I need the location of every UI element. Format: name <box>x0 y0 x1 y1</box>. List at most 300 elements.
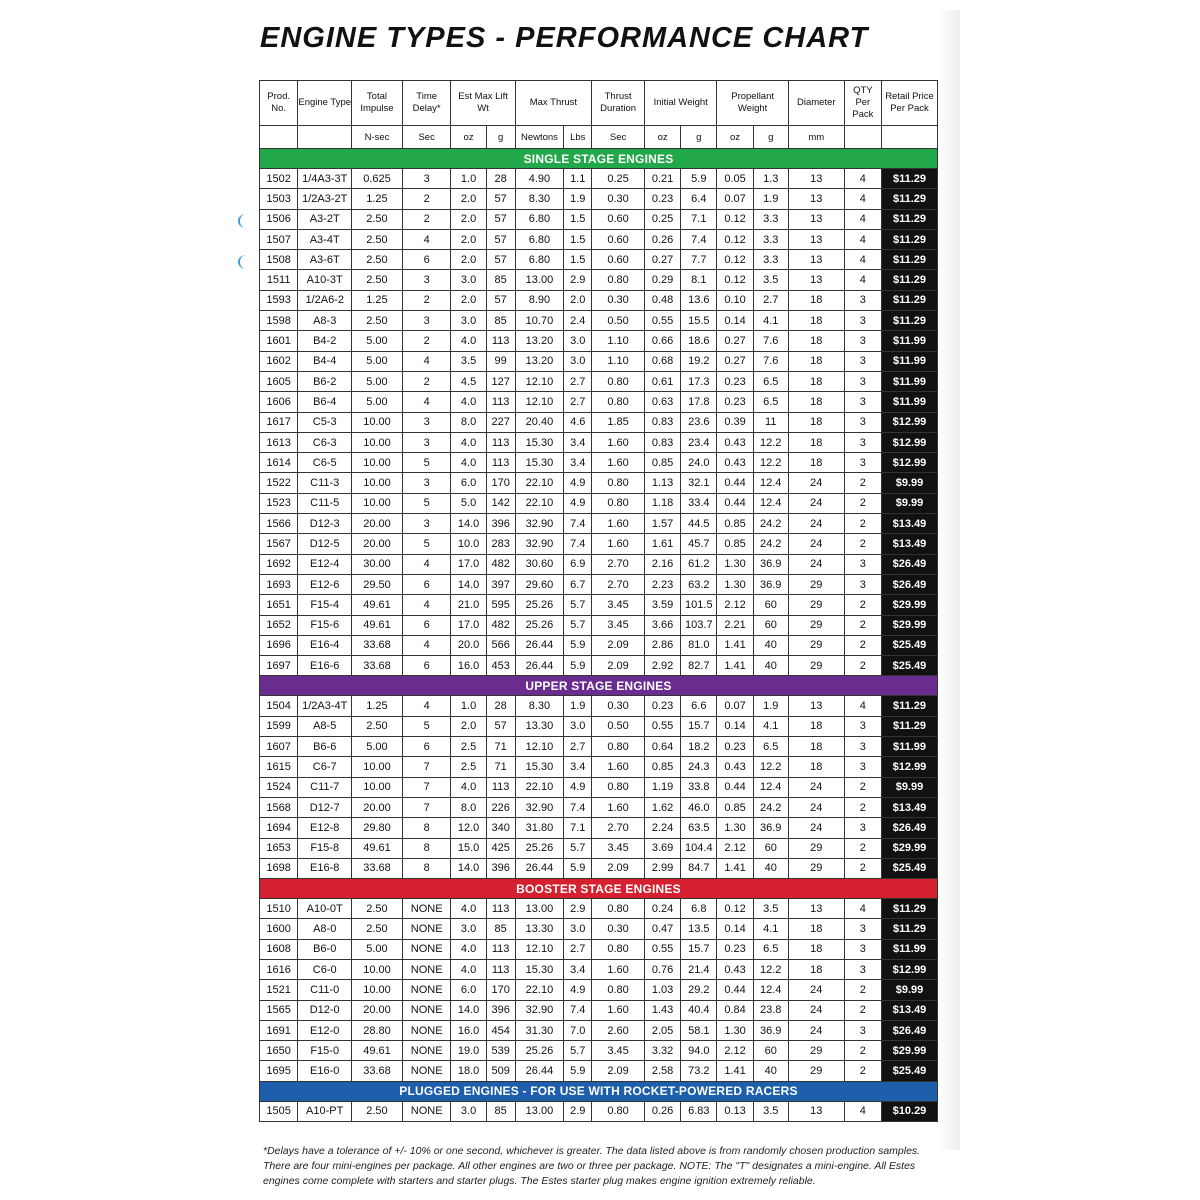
header-max-thrust: Max Thrust <box>515 81 592 126</box>
table-cell: 20.00 <box>352 797 403 817</box>
table-cell: 0.76 <box>644 959 680 979</box>
table-cell: 104.4 <box>681 838 717 858</box>
table-cell: 3 <box>402 169 451 189</box>
table-cell: 2.0 <box>564 290 592 310</box>
price-cell: $13.49 <box>881 514 937 534</box>
price-cell: $9.99 <box>881 493 937 513</box>
table-cell: 454 <box>486 1020 515 1040</box>
price-cell: $12.99 <box>881 757 937 777</box>
table-cell: 113 <box>486 392 515 412</box>
table-cell: 5.7 <box>564 595 592 615</box>
table-cell: 0.85 <box>717 797 753 817</box>
table-row <box>260 371 938 391</box>
table-cell: 85 <box>486 311 515 331</box>
table-cell: 4 <box>844 169 881 189</box>
table-cell: 142 <box>486 493 515 513</box>
table-cell: 2.70 <box>592 574 645 594</box>
table-cell: 0.66 <box>644 331 680 351</box>
table-row <box>260 514 938 534</box>
unit-cell: Newtons <box>515 126 564 149</box>
table-cell: 1599 <box>260 716 298 736</box>
table-cell: 85 <box>486 270 515 290</box>
price-cell: $9.99 <box>881 777 937 797</box>
table-cell: 13 <box>788 899 844 919</box>
table-cell: 29 <box>788 1041 844 1061</box>
table-cell: 2 <box>844 1061 881 1081</box>
table-cell: 2.7 <box>564 371 592 391</box>
table-row <box>260 635 938 655</box>
table-cell: 7 <box>402 777 451 797</box>
table-cell: 0.12 <box>717 899 753 919</box>
table-cell: 1600 <box>260 919 298 939</box>
table-cell: 1/2A6-2 <box>298 290 352 310</box>
table-cell: 170 <box>486 473 515 493</box>
table-cell: 5.00 <box>352 351 403 371</box>
table-cell: 0.83 <box>644 432 680 452</box>
table-cell: 3.5 <box>753 1101 788 1121</box>
unit-cell: Lbs <box>564 126 592 149</box>
section-title: UPPER STAGE ENGINES <box>260 676 938 696</box>
table-row <box>260 1020 938 1040</box>
table-cell: 10.70 <box>515 311 564 331</box>
table-cell: F15-8 <box>298 838 352 858</box>
table-cell: 30.60 <box>515 554 564 574</box>
table-cell: 6.7 <box>564 574 592 594</box>
table-cell: 8.30 <box>515 696 564 716</box>
table-cell: 18 <box>788 412 844 432</box>
table-cell: 12.0 <box>451 818 486 838</box>
table-cell: 0.55 <box>644 716 680 736</box>
table-cell: 2.58 <box>644 1061 680 1081</box>
table-cell: 4 <box>402 392 451 412</box>
table-cell: 22.10 <box>515 777 564 797</box>
table-cell: 4.1 <box>753 919 788 939</box>
table-cell: 1.0 <box>451 169 486 189</box>
unit-cell <box>844 126 881 149</box>
table-cell: 4 <box>844 209 881 229</box>
table-cell: 71 <box>486 757 515 777</box>
table-cell: 0.43 <box>717 959 753 979</box>
table-cell: 6.5 <box>753 737 788 757</box>
section-title: PLUGGED ENGINES - FOR USE WITH ROCKET-POWERED RACERS <box>260 1081 938 1101</box>
table-cell: 3 <box>844 371 881 391</box>
table-cell: 0.27 <box>644 250 680 270</box>
table-cell: 7.7 <box>681 250 717 270</box>
table-cell: C6-5 <box>298 453 352 473</box>
table-cell: 0.14 <box>717 311 753 331</box>
table-row <box>260 757 938 777</box>
table-cell: 14.0 <box>451 858 486 878</box>
table-cell: 2.12 <box>717 1041 753 1061</box>
table-cell: 509 <box>486 1061 515 1081</box>
table-cell: 3 <box>402 311 451 331</box>
table-cell: C6-3 <box>298 432 352 452</box>
table-cell: 0.60 <box>592 250 645 270</box>
table-cell: 14.0 <box>451 1000 486 1020</box>
table-cell: 13 <box>788 1101 844 1121</box>
table-cell: 44.5 <box>681 514 717 534</box>
table-cell: 26.44 <box>515 656 564 676</box>
table-cell: 15.0 <box>451 838 486 858</box>
table-cell: 10.00 <box>352 432 403 452</box>
table-row <box>260 980 938 1000</box>
table-cell: 18 <box>788 716 844 736</box>
table-cell: 18.6 <box>681 331 717 351</box>
table-cell: 0.23 <box>717 737 753 757</box>
table-cell: 60 <box>753 595 788 615</box>
table-cell: 0.80 <box>592 777 645 797</box>
table-cell: 33.4 <box>681 493 717 513</box>
table-cell: B6-0 <box>298 939 352 959</box>
table-cell: 13.5 <box>681 919 717 939</box>
table-cell: A10-3T <box>298 270 352 290</box>
table-row <box>260 737 938 757</box>
table-cell: 1523 <box>260 493 298 513</box>
table-cell: 24 <box>788 493 844 513</box>
table-cell: 20.00 <box>352 514 403 534</box>
table-cell: 57 <box>486 290 515 310</box>
table-cell: 7.4 <box>564 1000 592 1020</box>
table-cell: 3 <box>402 473 451 493</box>
table-cell: 4.9 <box>564 777 592 797</box>
table-cell: C11-7 <box>298 777 352 797</box>
table-cell: 3 <box>844 554 881 574</box>
table-cell: 32.1 <box>681 473 717 493</box>
price-cell: $12.99 <box>881 453 937 473</box>
price-cell: $11.99 <box>881 737 937 757</box>
table-row <box>260 311 938 331</box>
table-cell: 19.0 <box>451 1041 486 1061</box>
table-cell: 49.61 <box>352 1041 403 1061</box>
unit-cell: oz <box>451 126 486 149</box>
table-cell: 4.90 <box>515 169 564 189</box>
table-cell: 60 <box>753 615 788 635</box>
table-cell: 1.60 <box>592 432 645 452</box>
table-cell: 0.50 <box>592 311 645 331</box>
table-cell: 3 <box>844 818 881 838</box>
table-cell: 13 <box>788 270 844 290</box>
table-cell: 4.0 <box>451 432 486 452</box>
table-cell: 1511 <box>260 270 298 290</box>
price-cell: $13.49 <box>881 534 937 554</box>
unit-cell: N-sec <box>352 126 403 149</box>
table-cell: 7.6 <box>753 351 788 371</box>
table-row <box>260 959 938 979</box>
table-cell: 1617 <box>260 412 298 432</box>
table-cell: 45.7 <box>681 534 717 554</box>
table-cell: 2 <box>844 473 881 493</box>
table-cell: 24.0 <box>681 453 717 473</box>
table-cell: 5.9 <box>681 169 717 189</box>
price-cell: $11.29 <box>881 919 937 939</box>
table-cell: 57 <box>486 716 515 736</box>
table-cell: 4 <box>844 696 881 716</box>
table-row <box>260 858 938 878</box>
table-row <box>260 1101 938 1121</box>
table-cell: 5.9 <box>564 858 592 878</box>
table-cell: 23.6 <box>681 412 717 432</box>
table-cell: E12-8 <box>298 818 352 838</box>
table-row <box>260 595 938 615</box>
price-cell: $9.99 <box>881 473 937 493</box>
table-cell: 0.61 <box>644 371 680 391</box>
table-cell: 28 <box>486 696 515 716</box>
table-row <box>260 432 938 452</box>
table-cell: 0.23 <box>717 939 753 959</box>
table-cell: 0.85 <box>644 453 680 473</box>
table-cell: 0.23 <box>644 189 680 209</box>
table-cell: 8.0 <box>451 412 486 432</box>
table-cell: 5.7 <box>564 615 592 635</box>
table-cell: C11-3 <box>298 473 352 493</box>
table-cell: 2 <box>402 209 451 229</box>
table-cell: 283 <box>486 534 515 554</box>
table-cell: 24 <box>788 514 844 534</box>
table-cell: 2 <box>844 838 881 858</box>
table-cell: 0.07 <box>717 189 753 209</box>
table-cell: 4 <box>402 229 451 249</box>
price-cell: $25.49 <box>881 656 937 676</box>
table-cell: 1614 <box>260 453 298 473</box>
table-cell: 1.41 <box>717 1061 753 1081</box>
table-cell: 2.12 <box>717 595 753 615</box>
table-row <box>260 716 938 736</box>
table-cell: 6.0 <box>451 980 486 1000</box>
table-cell: 2.24 <box>644 818 680 838</box>
table-row <box>260 777 938 797</box>
table-cell: 1.60 <box>592 514 645 534</box>
table-cell: 28.80 <box>352 1020 403 1040</box>
table-cell: F15-6 <box>298 615 352 635</box>
table-cell: 4.0 <box>451 453 486 473</box>
table-cell: 49.61 <box>352 615 403 635</box>
table-cell: C5-3 <box>298 412 352 432</box>
table-cell: 113 <box>486 777 515 797</box>
table-cell: 33.68 <box>352 1061 403 1081</box>
table-cell: 340 <box>486 818 515 838</box>
unit-cell: mm <box>788 126 844 149</box>
table-row <box>260 209 938 229</box>
table-cell: 2.50 <box>352 919 403 939</box>
table-cell: 6.9 <box>564 554 592 574</box>
table-cell: 4.1 <box>753 716 788 736</box>
table-row <box>260 899 938 919</box>
table-cell: 2.9 <box>564 1101 592 1121</box>
table-cell: 3.3 <box>753 229 788 249</box>
table-cell: C6-7 <box>298 757 352 777</box>
table-cell: 5.7 <box>564 838 592 858</box>
table-cell: 63.5 <box>681 818 717 838</box>
table-cell: 6.80 <box>515 250 564 270</box>
table-cell: 1.0 <box>451 696 486 716</box>
unit-cell: g <box>681 126 717 149</box>
table-cell: 3 <box>844 412 881 432</box>
table-cell: 1601 <box>260 331 298 351</box>
price-cell: $11.29 <box>881 311 937 331</box>
table-cell: 22.10 <box>515 980 564 1000</box>
table-cell: 2.0 <box>451 209 486 229</box>
table-cell: B6-6 <box>298 737 352 757</box>
table-cell: D12-3 <box>298 514 352 534</box>
table-cell: 1566 <box>260 514 298 534</box>
table-cell: 0.12 <box>717 209 753 229</box>
table-cell: 1691 <box>260 1020 298 1040</box>
table-cell: 0.43 <box>717 432 753 452</box>
table-row <box>260 250 938 270</box>
table-cell: 3 <box>844 392 881 412</box>
header-initial-weight: Initial Weight <box>644 81 716 126</box>
table-cell: 3 <box>844 311 881 331</box>
table-cell: 2.9 <box>564 270 592 290</box>
table-cell: 18 <box>788 311 844 331</box>
price-cell: $11.99 <box>881 392 937 412</box>
table-cell: 17.8 <box>681 392 717 412</box>
table-cell: 1.1 <box>564 169 592 189</box>
table-cell: 6 <box>402 250 451 270</box>
price-cell: $11.29 <box>881 270 937 290</box>
table-cell: 13 <box>788 169 844 189</box>
table-cell: 6 <box>402 615 451 635</box>
table-cell: 2.09 <box>592 635 645 655</box>
price-cell: $11.99 <box>881 939 937 959</box>
table-cell: 13 <box>788 229 844 249</box>
price-cell: $11.29 <box>881 250 937 270</box>
table-cell: 1.30 <box>717 554 753 574</box>
table-cell: 2 <box>402 290 451 310</box>
table-cell: 2 <box>844 595 881 615</box>
table-cell: 3 <box>402 412 451 432</box>
table-cell: 18.2 <box>681 737 717 757</box>
table-cell: 24 <box>788 473 844 493</box>
table-cell: D12-7 <box>298 797 352 817</box>
table-cell: 71 <box>486 737 515 757</box>
table-cell: 29.2 <box>681 980 717 1000</box>
table-row <box>260 838 938 858</box>
table-cell: 2.92 <box>644 656 680 676</box>
table-cell: 2.09 <box>592 1061 645 1081</box>
table-cell: 2.16 <box>644 554 680 574</box>
table-row <box>260 554 938 574</box>
table-cell: 8.1 <box>681 270 717 290</box>
table-cell: 73.2 <box>681 1061 717 1081</box>
table-cell: 5.9 <box>564 1061 592 1081</box>
table-cell: 3.0 <box>564 351 592 371</box>
table-cell: 0.625 <box>352 169 403 189</box>
units-row <box>260 126 938 149</box>
table-cell: 1.5 <box>564 209 592 229</box>
table-cell: 7.4 <box>564 797 592 817</box>
table-cell: 1.41 <box>717 656 753 676</box>
table-cell: 3.45 <box>592 838 645 858</box>
table-cell: 24 <box>788 534 844 554</box>
table-cell: 8.30 <box>515 189 564 209</box>
header-lift-weight: Est Max Lift Wt <box>451 81 515 126</box>
table-cell: 32.90 <box>515 1000 564 1020</box>
table-cell: 12.2 <box>753 453 788 473</box>
table-cell: 1524 <box>260 777 298 797</box>
section-title: BOOSTER STAGE ENGINES <box>260 879 938 899</box>
table-body <box>260 149 938 1122</box>
table-cell: C6-0 <box>298 959 352 979</box>
table-cell: A3-4T <box>298 229 352 249</box>
table-cell: 18 <box>788 371 844 391</box>
table-cell: 29.60 <box>515 574 564 594</box>
table-cell: 4.0 <box>451 331 486 351</box>
table-cell: 0.44 <box>717 777 753 797</box>
table-cell: 7.0 <box>564 1020 592 1040</box>
table-cell: 5.00 <box>352 392 403 412</box>
table-cell: B4-2 <box>298 331 352 351</box>
table-cell: 2.0 <box>451 250 486 270</box>
table-row <box>260 493 938 513</box>
table-cell: 15.7 <box>681 939 717 959</box>
table-cell: 397 <box>486 574 515 594</box>
table-cell: 482 <box>486 615 515 635</box>
table-cell: NONE <box>402 980 451 1000</box>
table-cell: 1.30 <box>717 1020 753 1040</box>
header-diameter: Diameter <box>788 81 844 126</box>
table-cell: 3.5 <box>753 270 788 290</box>
table-cell: 0.26 <box>644 229 680 249</box>
table-cell: 566 <box>486 635 515 655</box>
table-cell: 24 <box>788 980 844 1000</box>
price-cell: $11.29 <box>881 899 937 919</box>
table-cell: 0.12 <box>717 250 753 270</box>
table-cell: A8-5 <box>298 716 352 736</box>
table-cell: 15.30 <box>515 453 564 473</box>
table-cell: 4.0 <box>451 959 486 979</box>
table-cell: 33.68 <box>352 858 403 878</box>
table-cell: 1695 <box>260 1061 298 1081</box>
table-cell: 24.2 <box>753 797 788 817</box>
table-cell: 4 <box>402 696 451 716</box>
table-cell: 19.2 <box>681 351 717 371</box>
table-cell: 13.20 <box>515 331 564 351</box>
table-cell: 0.23 <box>717 392 753 412</box>
section-header <box>260 879 938 899</box>
table-cell: 5.00 <box>352 331 403 351</box>
table-cell: B6-4 <box>298 392 352 412</box>
table-cell: 1/2A3-2T <box>298 189 352 209</box>
table-cell: 5 <box>402 453 451 473</box>
table-cell: NONE <box>402 899 451 919</box>
price-cell: $11.29 <box>881 716 937 736</box>
table-cell: 2.50 <box>352 270 403 290</box>
table-cell: 18 <box>788 331 844 351</box>
table-cell: 36.9 <box>753 1020 788 1040</box>
table-cell: 1605 <box>260 371 298 391</box>
table-row <box>260 189 938 209</box>
table-cell: 10.00 <box>352 777 403 797</box>
table-cell: 3 <box>844 331 881 351</box>
table-cell: 0.29 <box>644 270 680 290</box>
price-cell: $26.49 <box>881 554 937 574</box>
table-cell: NONE <box>402 919 451 939</box>
table-cell: 1.13 <box>644 473 680 493</box>
table-cell: 3.4 <box>564 432 592 452</box>
table-cell: 1.19 <box>644 777 680 797</box>
table-cell: 13.6 <box>681 290 717 310</box>
table-cell: 1693 <box>260 574 298 594</box>
price-cell: $11.29 <box>881 169 937 189</box>
price-cell: $13.49 <box>881 1000 937 1020</box>
table-cell: 1506 <box>260 209 298 229</box>
table-cell: 4 <box>844 189 881 209</box>
table-cell: 3.0 <box>451 311 486 331</box>
table-cell: E12-4 <box>298 554 352 574</box>
table-cell: 12.10 <box>515 392 564 412</box>
table-cell: 18 <box>788 919 844 939</box>
